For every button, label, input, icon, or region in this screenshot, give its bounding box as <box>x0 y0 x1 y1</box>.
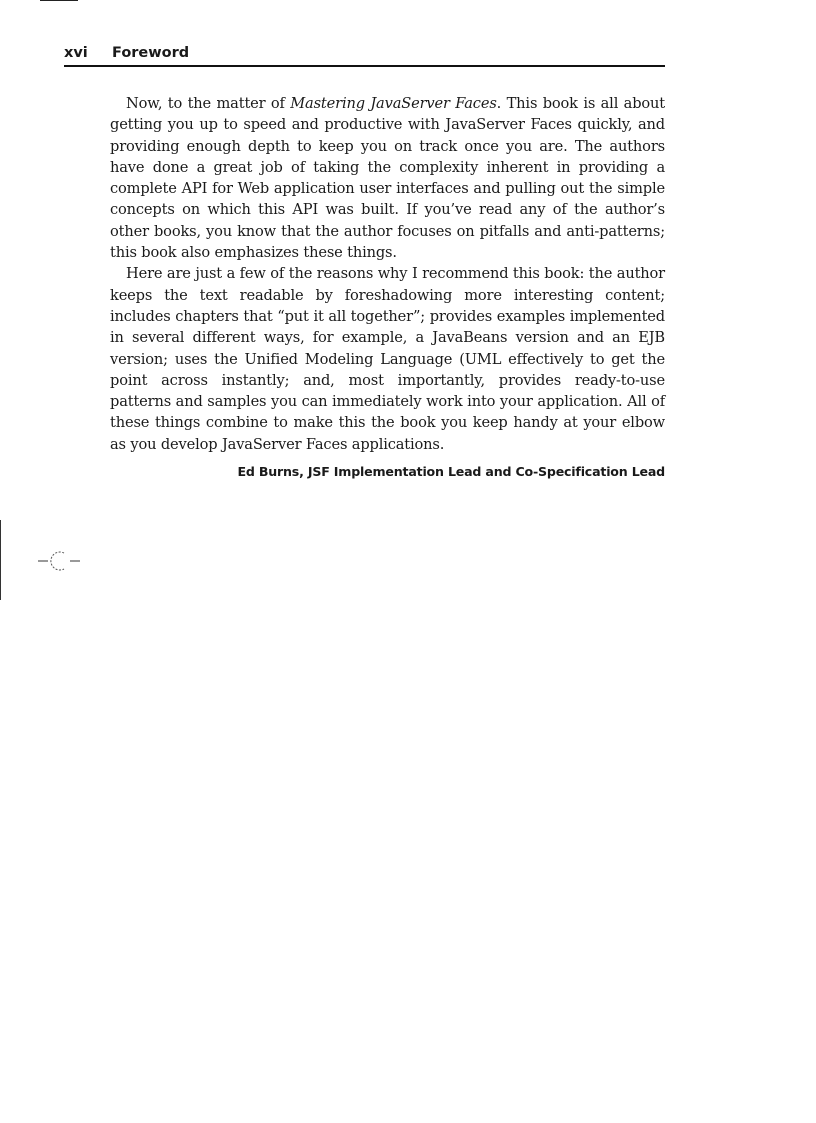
page-header <box>64 43 665 67</box>
page-number: xvi <box>64 45 88 61</box>
running-head: Foreword <box>112 45 190 61</box>
book-title: Mastering JavaServer Faces <box>290 95 497 112</box>
author-signature: Ed Burns, JSF Implementation Lead and Co-Specification Lead <box>237 464 665 479</box>
paragraph-1-lead: Now, to the matter of <box>126 95 291 112</box>
paragraph-1-rest: . This book is all about getting you up to speed and productive with JavaServer Faces quickly, and providing enough depth to keep you on track once you are. The authors have done a great job of taking the complexity inherent in providing a complete API for Web application user interfaces and pulling out the simple concepts on which this API was built. If you’ve read any of the author’s other books, you know that the author focuses on pitfalls and anti-patterns; this book also emphasizes these things. <box>110 95 665 262</box>
paragraph-2: Here are just a few of the reasons why I recommend this book: the author keeps the text readable by foreshadowing more interesting content; includes chapters that “put it all together”; provides examples implemented in several different ways, for example, a JavaBeans version and an EJB version; uses the Unified Modeling Language (UML effectively to get the point across instantly; and, most importantly, provides ready-to-use patterns and samples you can immediately work into your application. All of these things combine to make this the book you keep handy at your elbow as you develop JavaServer Faces applications. <box>110 265 665 453</box>
paragraph-1 <box>110 93 665 263</box>
trim-mark-top <box>40 0 78 1</box>
crop-mark-left <box>0 520 1 600</box>
body-text <box>110 93 665 455</box>
registration-mark-icon <box>38 549 80 573</box>
